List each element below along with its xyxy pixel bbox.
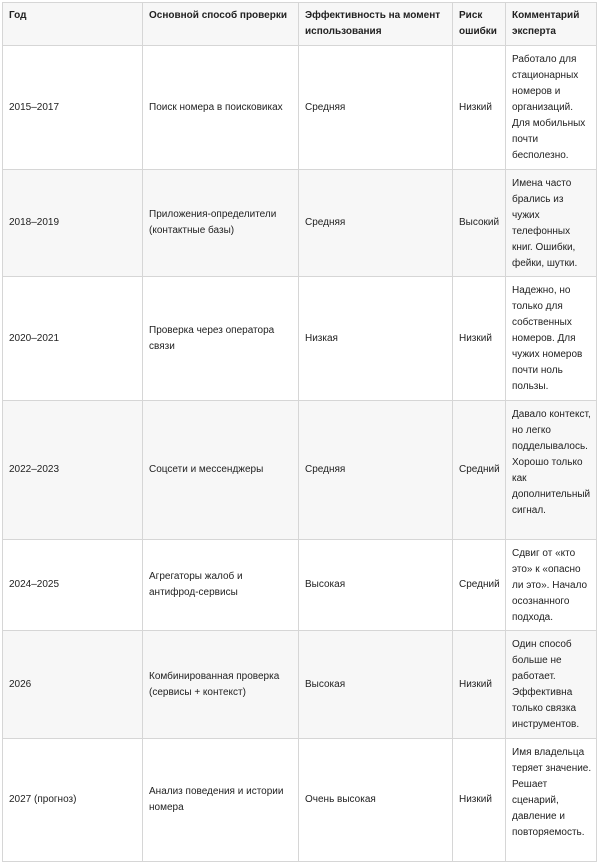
cell-comment: Надежно, но только для собственных номеров. Для чужих номеров почти ноль пользы.: [506, 277, 597, 401]
header-year: Год: [3, 3, 143, 46]
header-comment: Комментарий эксперта: [506, 3, 597, 46]
comparison-table-container: [2, 2, 596, 862]
cell-efficiency: Очень высокая: [299, 739, 453, 862]
cell-risk: Низкий: [453, 631, 506, 739]
cell-efficiency: Средняя: [299, 170, 453, 277]
cell-risk: Средний: [453, 540, 506, 631]
cell-comment: Сдвиг от «кто это» к «опасно ли это». Начало осознанного подхода.: [506, 540, 597, 631]
cell-comment: Имя владельца теряет значение. Решает сценарий, давление и повторяемость.: [506, 739, 597, 862]
table-row: [3, 631, 597, 739]
table-row: [3, 739, 597, 862]
cell-efficiency: Низкая: [299, 277, 453, 401]
cell-risk: Высокий: [453, 170, 506, 277]
cell-method: Агрегаторы жалоб и антифрод-сервисы: [143, 540, 299, 631]
cell-year: 2022–2023: [3, 401, 143, 540]
cell-comment: Имена часто брались из чужих телефонных книг. Ошибки, фейки, шутки.: [506, 170, 597, 277]
cell-year: 2020–2021: [3, 277, 143, 401]
cell-efficiency: Высокая: [299, 540, 453, 631]
cell-method: Соцсети и мессенджеры: [143, 401, 299, 540]
cell-year: 2027 (прогноз): [3, 739, 143, 862]
cell-comment: Работало для стационарных номеров и организаций. Для мобильных почти бесполезно.: [506, 46, 597, 170]
header-method: Основной способ проверки: [143, 3, 299, 46]
table-row: [3, 46, 597, 170]
table-row: [3, 277, 597, 401]
cell-year: 2026: [3, 631, 143, 739]
table-header-row: [3, 3, 597, 46]
table-row: [3, 170, 597, 277]
header-risk: Риск ошибки: [453, 3, 506, 46]
cell-method: Приложения-определители (контактные базы): [143, 170, 299, 277]
cell-risk: Низкий: [453, 739, 506, 862]
cell-risk: Низкий: [453, 46, 506, 170]
cell-comment: Давало контекст, но легко подделывалось. Хорошо только как дополнительный сигнал.: [506, 401, 597, 540]
cell-method: Анализ поведения и истории номера: [143, 739, 299, 862]
phone-check-methods-table: [2, 2, 597, 862]
table-row: [3, 540, 597, 631]
table-row: [3, 401, 597, 540]
header-efficiency: Эффективность на момент использования: [299, 3, 453, 46]
cell-efficiency: Средняя: [299, 46, 453, 170]
cell-efficiency: Высокая: [299, 631, 453, 739]
cell-method: Поиск номера в поисковиках: [143, 46, 299, 170]
cell-efficiency: Средняя: [299, 401, 453, 540]
cell-method: Комбинированная проверка (сервисы + контекст): [143, 631, 299, 739]
cell-year: 2015–2017: [3, 46, 143, 170]
cell-method: Проверка через оператора связи: [143, 277, 299, 401]
cell-year: 2018–2019: [3, 170, 143, 277]
cell-comment: Один способ больше не работает. Эффективна только связка инструментов.: [506, 631, 597, 739]
cell-risk: Низкий: [453, 277, 506, 401]
cell-risk: Средний: [453, 401, 506, 540]
cell-year: 2024–2025: [3, 540, 143, 631]
